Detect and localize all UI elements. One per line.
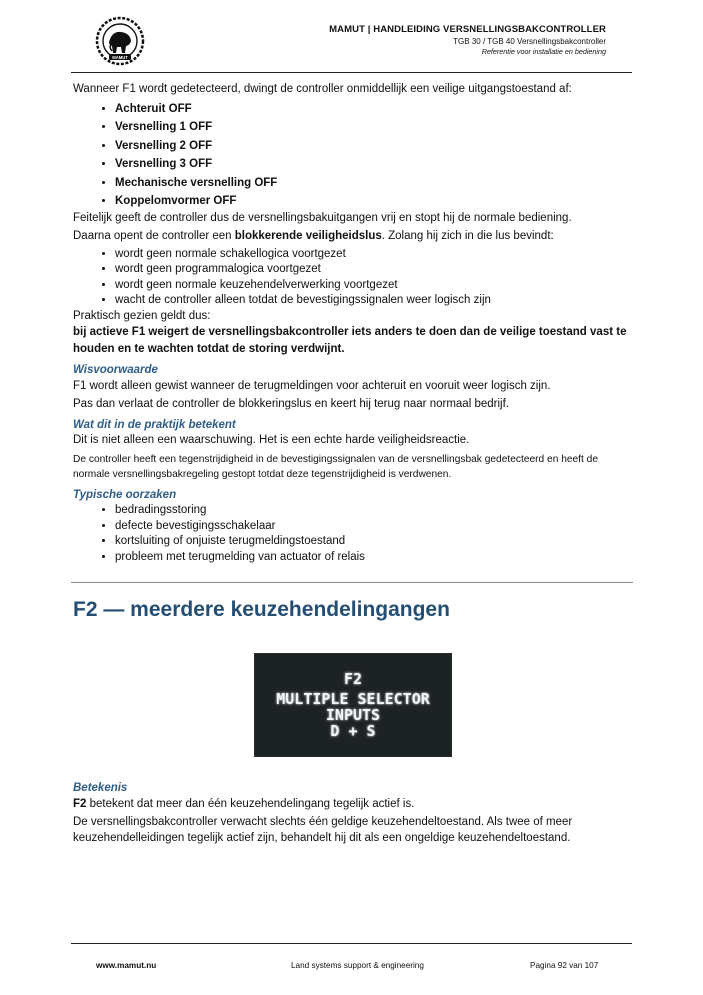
list-item: • Versnelling 2 OFF bbox=[115, 137, 633, 156]
footer-company: Land systems support & engineering bbox=[291, 961, 424, 970]
footer-page-number: Pagina 92 van 107 bbox=[530, 961, 599, 970]
practical-meaning-text-1: Dit is niet alleen een waarschuwing. Het is een echte harde veiligheidsreactie. bbox=[73, 434, 470, 446]
f1-loop-list bbox=[73, 247, 633, 309]
list-item: • defecte bevestigingsschakelaar bbox=[115, 519, 633, 535]
f1-intro: Wanneer F1 wordt gedetecteerd, dwingt de controller onmiddellijk een veilige uitgangstoestand af: bbox=[73, 83, 572, 95]
list-item: • Achteruit OFF bbox=[115, 100, 633, 119]
list-item: • bedradingsstoring bbox=[115, 503, 633, 519]
list-item: • wacht de controller alleen totdat de bevestigingssignalen weer logisch zijn bbox=[115, 293, 633, 309]
f2-meaning-heading: Betekenis bbox=[73, 782, 128, 794]
mamut-logo bbox=[95, 16, 145, 66]
lcd-line-code: F2 bbox=[343, 670, 363, 688]
footer-website: www.mamut.nu bbox=[96, 961, 157, 970]
clear-condition-text-1: F1 wordt alleen gewist wanneer de terugmeldingen voor achteruit en vooruit weer logisch zijn. bbox=[73, 379, 551, 392]
f2-detail-text: De versnellingsbakcontroller verwacht slechts één geldige keuzehendeltoestand. Als twee of meer keuzehendelleidingen tegelijk actief zijn, behandelt hij dit als een ongeldige keuzehendeltoestand. bbox=[73, 816, 573, 844]
list-item: • Versnelling 3 OFF bbox=[115, 155, 633, 174]
typical-causes-list bbox=[73, 503, 633, 565]
f1-practical-statement: bij actieve F1 weigert de versnellingsbakcontroller iets anders te doen dan de veilige toestand vast te houden en te wachten totdat de storing verdwijnt. bbox=[73, 326, 627, 355]
document-tagline: Referentie voor installatie en bediening bbox=[481, 47, 606, 56]
list-item: • wordt geen programmalogica voortgezet bbox=[115, 262, 633, 278]
clear-condition-text-2: Pas dan verlaat de controller de blokkeringslus en keert hij terug naar normaal bedrijf. bbox=[73, 398, 509, 410]
list-item: • wordt geen normale keuzehendelverwerking voortgezet bbox=[115, 278, 633, 294]
f2-meaning-text: F2 betekent dat meer dan één keuzehendelingang tegelijk actief is. bbox=[73, 797, 415, 810]
footer-divider bbox=[71, 943, 632, 944]
list-item: • Koppelomvormer OFF bbox=[115, 192, 633, 211]
section-divider bbox=[71, 582, 633, 583]
practical-meaning-text-2: De controller heeft een tegenstrijdigheid in de bevestigingssignalen van de versnellingsbak gedetecteerd en heeft de normale versnellingsbakregeling gestopt totdat deze tegenstrijdigheid is verdwenen. bbox=[73, 453, 599, 480]
list-item: • Mechanische versnelling OFF bbox=[115, 174, 633, 193]
lcd-line-message: MULTIPLE SELECTOR bbox=[276, 690, 430, 708]
document-subtitle: TGB 30 / TGB 40 Versnellingsbakcontroller bbox=[453, 37, 606, 46]
lcd-line-selection: D + S bbox=[330, 722, 376, 740]
document-title: MAMUT | HANDLEIDING VERSNELLINGSBAKCONTROLLER bbox=[329, 24, 606, 35]
page-content bbox=[73, 82, 633, 846]
list-item: • Versnelling 1 OFF bbox=[115, 118, 633, 137]
list-item: • wordt geen normale schakellogica voortgezet bbox=[115, 247, 633, 263]
list-item: • kortsluiting of onjuiste terugmeldingstoestand bbox=[115, 534, 633, 550]
list-item: • probleem met terugmelding van actuator of relais bbox=[115, 550, 633, 566]
svg-text:MAMUT: MAMUT bbox=[112, 54, 128, 60]
f1-practical-label: Praktisch gezien geldt dus: bbox=[73, 309, 211, 322]
header-divider bbox=[71, 72, 632, 73]
lcd-display-image bbox=[254, 653, 452, 757]
clear-condition-heading: Wisvoorwaarde bbox=[73, 364, 158, 376]
typical-causes-heading: Typische oorzaken bbox=[73, 488, 177, 501]
page-header bbox=[329, 24, 606, 56]
f1-outputs-list bbox=[73, 100, 633, 211]
practical-meaning-heading: Wat dit in de praktijk betekent bbox=[73, 418, 236, 431]
f1-loop-text: Daarna opent de controller een blokkerende veiligheidslus. Zolang hij zich in die lus bevindt: bbox=[73, 230, 554, 242]
f2-section-title: F2 — meerdere keuzehendelingangen bbox=[73, 598, 450, 621]
lcd-line-inputs: INPUTS bbox=[325, 706, 381, 724]
f1-summary: Feitelijk geeft de controller dus de versnellingsbakuitgangen vrij en stopt hij de normale bediening. bbox=[73, 211, 572, 224]
